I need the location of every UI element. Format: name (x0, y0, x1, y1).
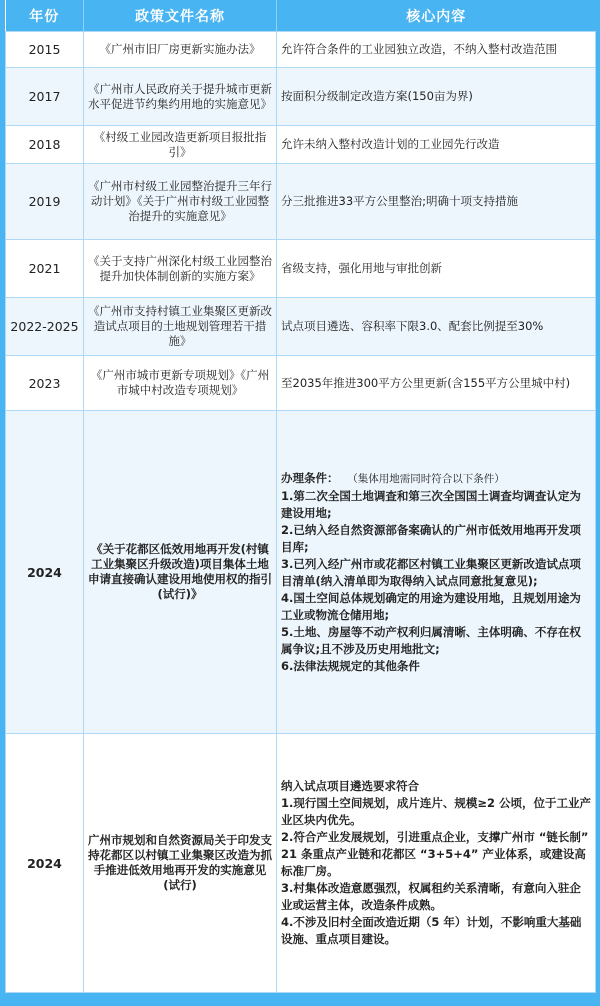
conditions-heading: 办理条件： (281, 470, 339, 485)
list-item: 4.国土空间总体规划确定的用途为建设用地，且规划用途为工业或物流仓储用地; (281, 590, 581, 622)
year-cell: 2024 (6, 734, 84, 993)
list-item: 1.第二次全国土地调查和第三次全国国土调查均调查认定为建设用地; (281, 488, 581, 520)
header-doc: 政策文件名称 (84, 0, 277, 32)
table-row (6, 734, 596, 993)
year-cell: 2024 (6, 411, 84, 734)
year-cell: 2015 (6, 32, 84, 68)
list-item: 5.土地、房屋等不动产权利归属清晰、主体明确、不存在权属争议;且不涉及历史用地批文; (281, 624, 581, 656)
list-item: 1.现行国土空间规划，成片连片、规模≥2 公顷，位于工业产业区块内优先。 (281, 796, 592, 827)
doc-cell: 《广州市城市更新专项规划》《广州市城中村改造专项规划》 (84, 356, 277, 411)
table-row (6, 356, 596, 411)
doc-cell: 《广州市支持村镇工业集聚区更新改造试点项目的土地规划管理若干措施》 (84, 298, 277, 356)
table-row (6, 240, 596, 298)
doc-cell: 广州市规划和自然资源局关于印发支持花都区以村镇工业集聚区改造为抓手推进低效用地再开发的实施意见(试行) (84, 734, 277, 993)
year-cell: 2019 (6, 164, 84, 240)
list-item: 3.村集体改造意愿强烈，权属租约关系清晰，有意向入驻企业或运营主体，改造条件成熟。 (281, 881, 581, 912)
table-row (6, 126, 596, 164)
header-content: 核心内容 (277, 0, 596, 32)
table-row (6, 32, 596, 68)
header-year: 年份 (6, 0, 84, 32)
list-item: 3.已列入经广州市或花都区村镇工业集聚区更新改造试点项目清单(纳入清单即为取得纳入试点同意批复意见); (281, 556, 581, 588)
table-row (6, 298, 596, 356)
year-cell: 2021 (6, 240, 84, 298)
list-item: 4.不涉及旧村全面改造近期（5 年）计划，不影响重大基础设施、重点项目建设。 (281, 915, 582, 946)
content-cell: 试点项目遴选、容积率下限3.0、配套比例提至30% (277, 298, 596, 356)
doc-cell: 《关于花都区低效用地再开发(村镇工业集聚区升级改造)项目集体土地申请直接确认建设用地使用权的指引(试行)》 (84, 411, 277, 734)
table-row (6, 68, 596, 126)
year-cell: 2017 (6, 68, 84, 126)
list-item: 2.符合产业发展规划，引进重点企业，支撑广州市 “链长制” 21 条重点产业链和花都区 “3+5+4” 产业体系，或建设高标准厂房。 (281, 830, 589, 878)
conditions-subheading: （集体用地需同时符合以下条件） (352, 472, 505, 485)
policy-table (5, 0, 596, 993)
content-cell: 分三批推进33平方公里整治;明确十项支持措施 (277, 164, 596, 240)
table-header-row (6, 0, 596, 32)
doc-cell: 《广州市旧厂房更新实施办法》 (84, 32, 277, 68)
doc-cell: 《广州市人民政府关于提升城市更新水平促进节约集约用地的实施意见》 (84, 68, 277, 126)
content-cell: 按面积分级制定改造方案(150亩为界) (277, 68, 596, 126)
content-cell: 允许符合条件的工业园独立改造，不纳入整村改造范围 (277, 32, 596, 68)
content-cell: 省级支持，强化用地与审批创新 (277, 240, 596, 298)
table-row (6, 164, 596, 240)
year-cell: 2023 (6, 356, 84, 411)
doc-cell: 《关于支持广州深化村级工业园整治提升加快体制创新的实施方案》 (84, 240, 277, 298)
content-cell (277, 411, 596, 734)
content-cell: 至2035年推进300平方公里更新(含155平方公里城中村) (277, 356, 596, 411)
doc-cell: 《村级工业园改造更新项目报批指引》 (84, 126, 277, 164)
year-cell: 2022-2025 (6, 298, 84, 356)
content-cell (277, 734, 596, 993)
requirements-heading: 纳入试点项目遴选要求符合 (281, 779, 419, 793)
list-item: 6.法律法规规定的其他条件 (281, 658, 420, 673)
year-cell: 2018 (6, 126, 84, 164)
content-cell: 允许未纳入整村改造计划的工业园先行改造 (277, 126, 596, 164)
table-row (6, 411, 596, 734)
list-item: 2.已纳入经自然资源部备案确认的广州市低效用地再开发项目库; (281, 522, 581, 554)
doc-cell: 《广州市村级工业园整治提升三年行动计划》《关于广州市村级工业园整治提升的实施意见》 (84, 164, 277, 240)
